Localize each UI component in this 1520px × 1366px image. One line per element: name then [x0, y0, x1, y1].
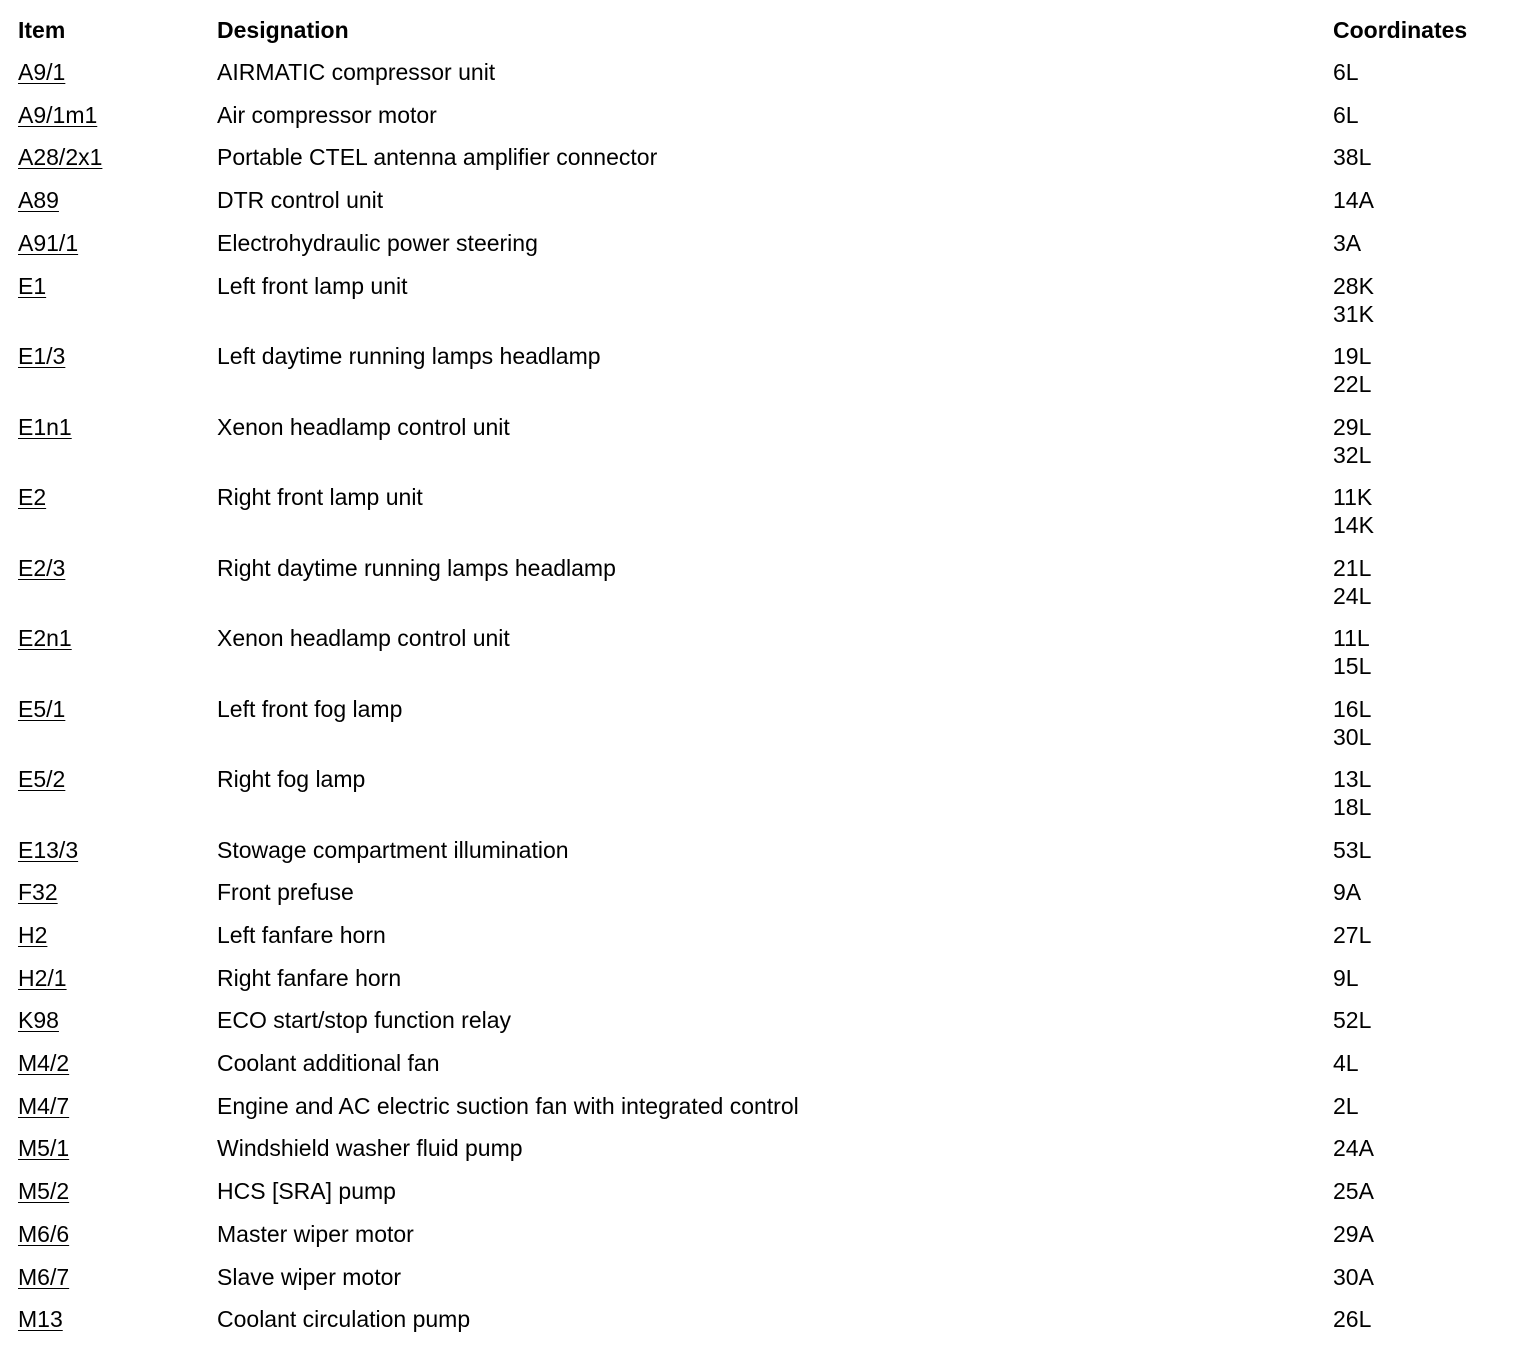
- designation-text: Electrohydraulic power steering: [217, 229, 538, 256]
- coordinate-value: 4L: [1333, 1050, 1359, 1076]
- item-link[interactable]: E1n1: [18, 413, 72, 440]
- item-link[interactable]: M4/7: [18, 1092, 70, 1119]
- coordinate-value: 30L: [1333, 723, 1372, 750]
- designation-text: Windshield washer fluid pump: [217, 1135, 523, 1162]
- coordinates-cell: [1333, 413, 1371, 469]
- item-link[interactable]: A9/1m1: [18, 101, 98, 128]
- coordinates-cell: [1333, 1134, 1374, 1162]
- coordinate-value: 29L: [1333, 413, 1372, 440]
- coordinates-cell: [1333, 554, 1371, 610]
- item-link[interactable]: M5/1: [18, 1135, 70, 1162]
- item-link[interactable]: E2/3: [18, 554, 66, 581]
- coordinate-value: 26L: [1333, 1306, 1372, 1333]
- coordinates-cell: [1333, 836, 1371, 864]
- coordinates-cell: [1333, 921, 1371, 949]
- coordinates-cell: [1333, 695, 1371, 751]
- designation-text: Left fanfare horn: [217, 921, 386, 948]
- coordinates-cell: [1333, 1006, 1371, 1034]
- coordinate-value: 11K: [1333, 484, 1373, 510]
- table-header: [0, 16, 1520, 44]
- designation-text: Xenon headlamp control unit: [217, 413, 510, 440]
- column-header-designation: Designation: [217, 17, 349, 43]
- item-link[interactable]: A28/2x1: [18, 144, 103, 171]
- item-link[interactable]: A89: [18, 187, 59, 214]
- item-link[interactable]: E2n1: [18, 625, 72, 651]
- item-link[interactable]: E1: [18, 272, 47, 299]
- coordinate-value: 30A: [1333, 1263, 1374, 1290]
- item-link[interactable]: M13: [18, 1306, 63, 1333]
- coordinate-value: 16L: [1333, 695, 1372, 722]
- designation-text: Portable CTEL antenna amplifier connector: [217, 144, 658, 171]
- item-link[interactable]: E1/3: [18, 343, 66, 369]
- designation-text: Stowage compartment illumination: [217, 836, 569, 863]
- item-link[interactable]: A9/1: [18, 59, 66, 85]
- coordinate-value: 9L: [1333, 964, 1359, 991]
- coordinates-cell: [1333, 143, 1371, 171]
- designation-text: ECO start/stop function relay: [217, 1007, 512, 1034]
- coordinates-cell: [1333, 58, 1359, 86]
- coordinate-value: 18L: [1333, 794, 1372, 820]
- coordinate-value: 14K: [1333, 512, 1374, 538]
- designation-text: Right fog lamp: [217, 766, 366, 792]
- coordinate-value: 6L: [1333, 101, 1359, 128]
- coordinates-cell: [1333, 1049, 1359, 1077]
- coordinate-value: 15L: [1333, 653, 1372, 679]
- coordinates-cell: [1333, 101, 1359, 129]
- designation-text: Right fanfare horn: [217, 964, 402, 991]
- designation-text: Coolant additional fan: [217, 1050, 440, 1076]
- designation-text: Left daytime running lamps headlamp: [217, 343, 601, 369]
- coordinate-value: 24L: [1333, 582, 1372, 609]
- column-header-coordinates: Coordinates: [1333, 17, 1468, 43]
- item-link[interactable]: H2/1: [18, 964, 67, 991]
- coordinate-value: 32L: [1333, 441, 1372, 468]
- coordinates-cell: [1333, 1305, 1371, 1333]
- item-link[interactable]: M4/2: [18, 1050, 70, 1076]
- coordinate-value: 25A: [1333, 1178, 1374, 1205]
- coordinates-cell: [1333, 1092, 1359, 1120]
- coordinates-cell: [1333, 964, 1359, 992]
- designation-text: Master wiper motor: [217, 1220, 414, 1247]
- item-link[interactable]: E5/2: [18, 766, 66, 792]
- coordinates-cell: [1333, 483, 1374, 539]
- coordinates-cell: [1333, 1220, 1374, 1248]
- designation-text: Xenon headlamp control unit: [217, 625, 510, 651]
- designation-text: Front prefuse: [217, 879, 354, 906]
- coordinate-value: 52L: [1333, 1007, 1372, 1034]
- coordinate-value: 28K: [1333, 272, 1374, 299]
- coordinate-value: 21L: [1333, 554, 1372, 581]
- coordinates-cell: [1333, 186, 1374, 214]
- coordinates-cell: [1333, 1263, 1374, 1291]
- coordinates-cell: [1333, 624, 1371, 680]
- designation-text: Left front fog lamp: [217, 695, 403, 722]
- coordinate-value: 22L: [1333, 371, 1372, 397]
- item-link[interactable]: M6/7: [18, 1263, 70, 1290]
- item-link[interactable]: K98: [18, 1007, 59, 1034]
- item-link[interactable]: E13/3: [18, 836, 79, 863]
- item-link[interactable]: E5/1: [18, 695, 66, 722]
- item-link[interactable]: H2: [18, 921, 48, 948]
- coordinate-value: 11L: [1333, 625, 1370, 651]
- item-link[interactable]: M6/6: [18, 1220, 70, 1247]
- coordinate-value: 31K: [1333, 300, 1374, 327]
- coordinate-value: 29A: [1333, 1220, 1374, 1247]
- designation-text: Right daytime running lamps headlamp: [217, 554, 616, 581]
- coordinate-value: 24A: [1333, 1135, 1374, 1162]
- item-link[interactable]: F32: [18, 879, 58, 906]
- coordinate-value: 6L: [1333, 59, 1359, 85]
- coordinate-value: 38L: [1333, 144, 1372, 171]
- designation-text: Air compressor motor: [217, 101, 437, 128]
- coordinate-value: 13L: [1333, 766, 1372, 792]
- designation-text: Slave wiper motor: [217, 1263, 402, 1290]
- designation-text: Coolant circulation pump: [217, 1306, 471, 1333]
- column-header-item: Item: [18, 17, 66, 43]
- designation-text: Left front lamp unit: [217, 272, 408, 299]
- coordinate-value: 3A: [1333, 229, 1362, 256]
- coordinates-cell: [1333, 878, 1361, 906]
- coordinates-cell: [1333, 765, 1371, 821]
- item-link[interactable]: E2: [18, 484, 47, 510]
- coordinates-cell: [1333, 342, 1371, 398]
- coordinate-value: 53L: [1333, 836, 1372, 863]
- designation-text: DTR control unit: [217, 187, 384, 214]
- item-link[interactable]: M5/2: [18, 1178, 70, 1205]
- designation-text: HCS [SRA] pump: [217, 1178, 396, 1205]
- designation-text: Engine and AC electric suction fan with integrated control: [217, 1092, 799, 1119]
- designation-text: Right front lamp unit: [217, 484, 423, 510]
- coordinates-cell: [1333, 272, 1374, 328]
- coordinate-value: 27L: [1333, 921, 1372, 948]
- coordinates-cell: [1333, 1177, 1374, 1205]
- coordinates-cell: [1333, 229, 1361, 257]
- designation-text: AIRMATIC compressor unit: [217, 59, 496, 85]
- coordinate-value: 2L: [1333, 1092, 1359, 1119]
- item-link[interactable]: A91/1: [18, 229, 79, 256]
- coordinate-value: 19L: [1333, 343, 1372, 369]
- coordinate-value: 9A: [1333, 879, 1362, 906]
- coordinate-value: 14A: [1333, 187, 1374, 214]
